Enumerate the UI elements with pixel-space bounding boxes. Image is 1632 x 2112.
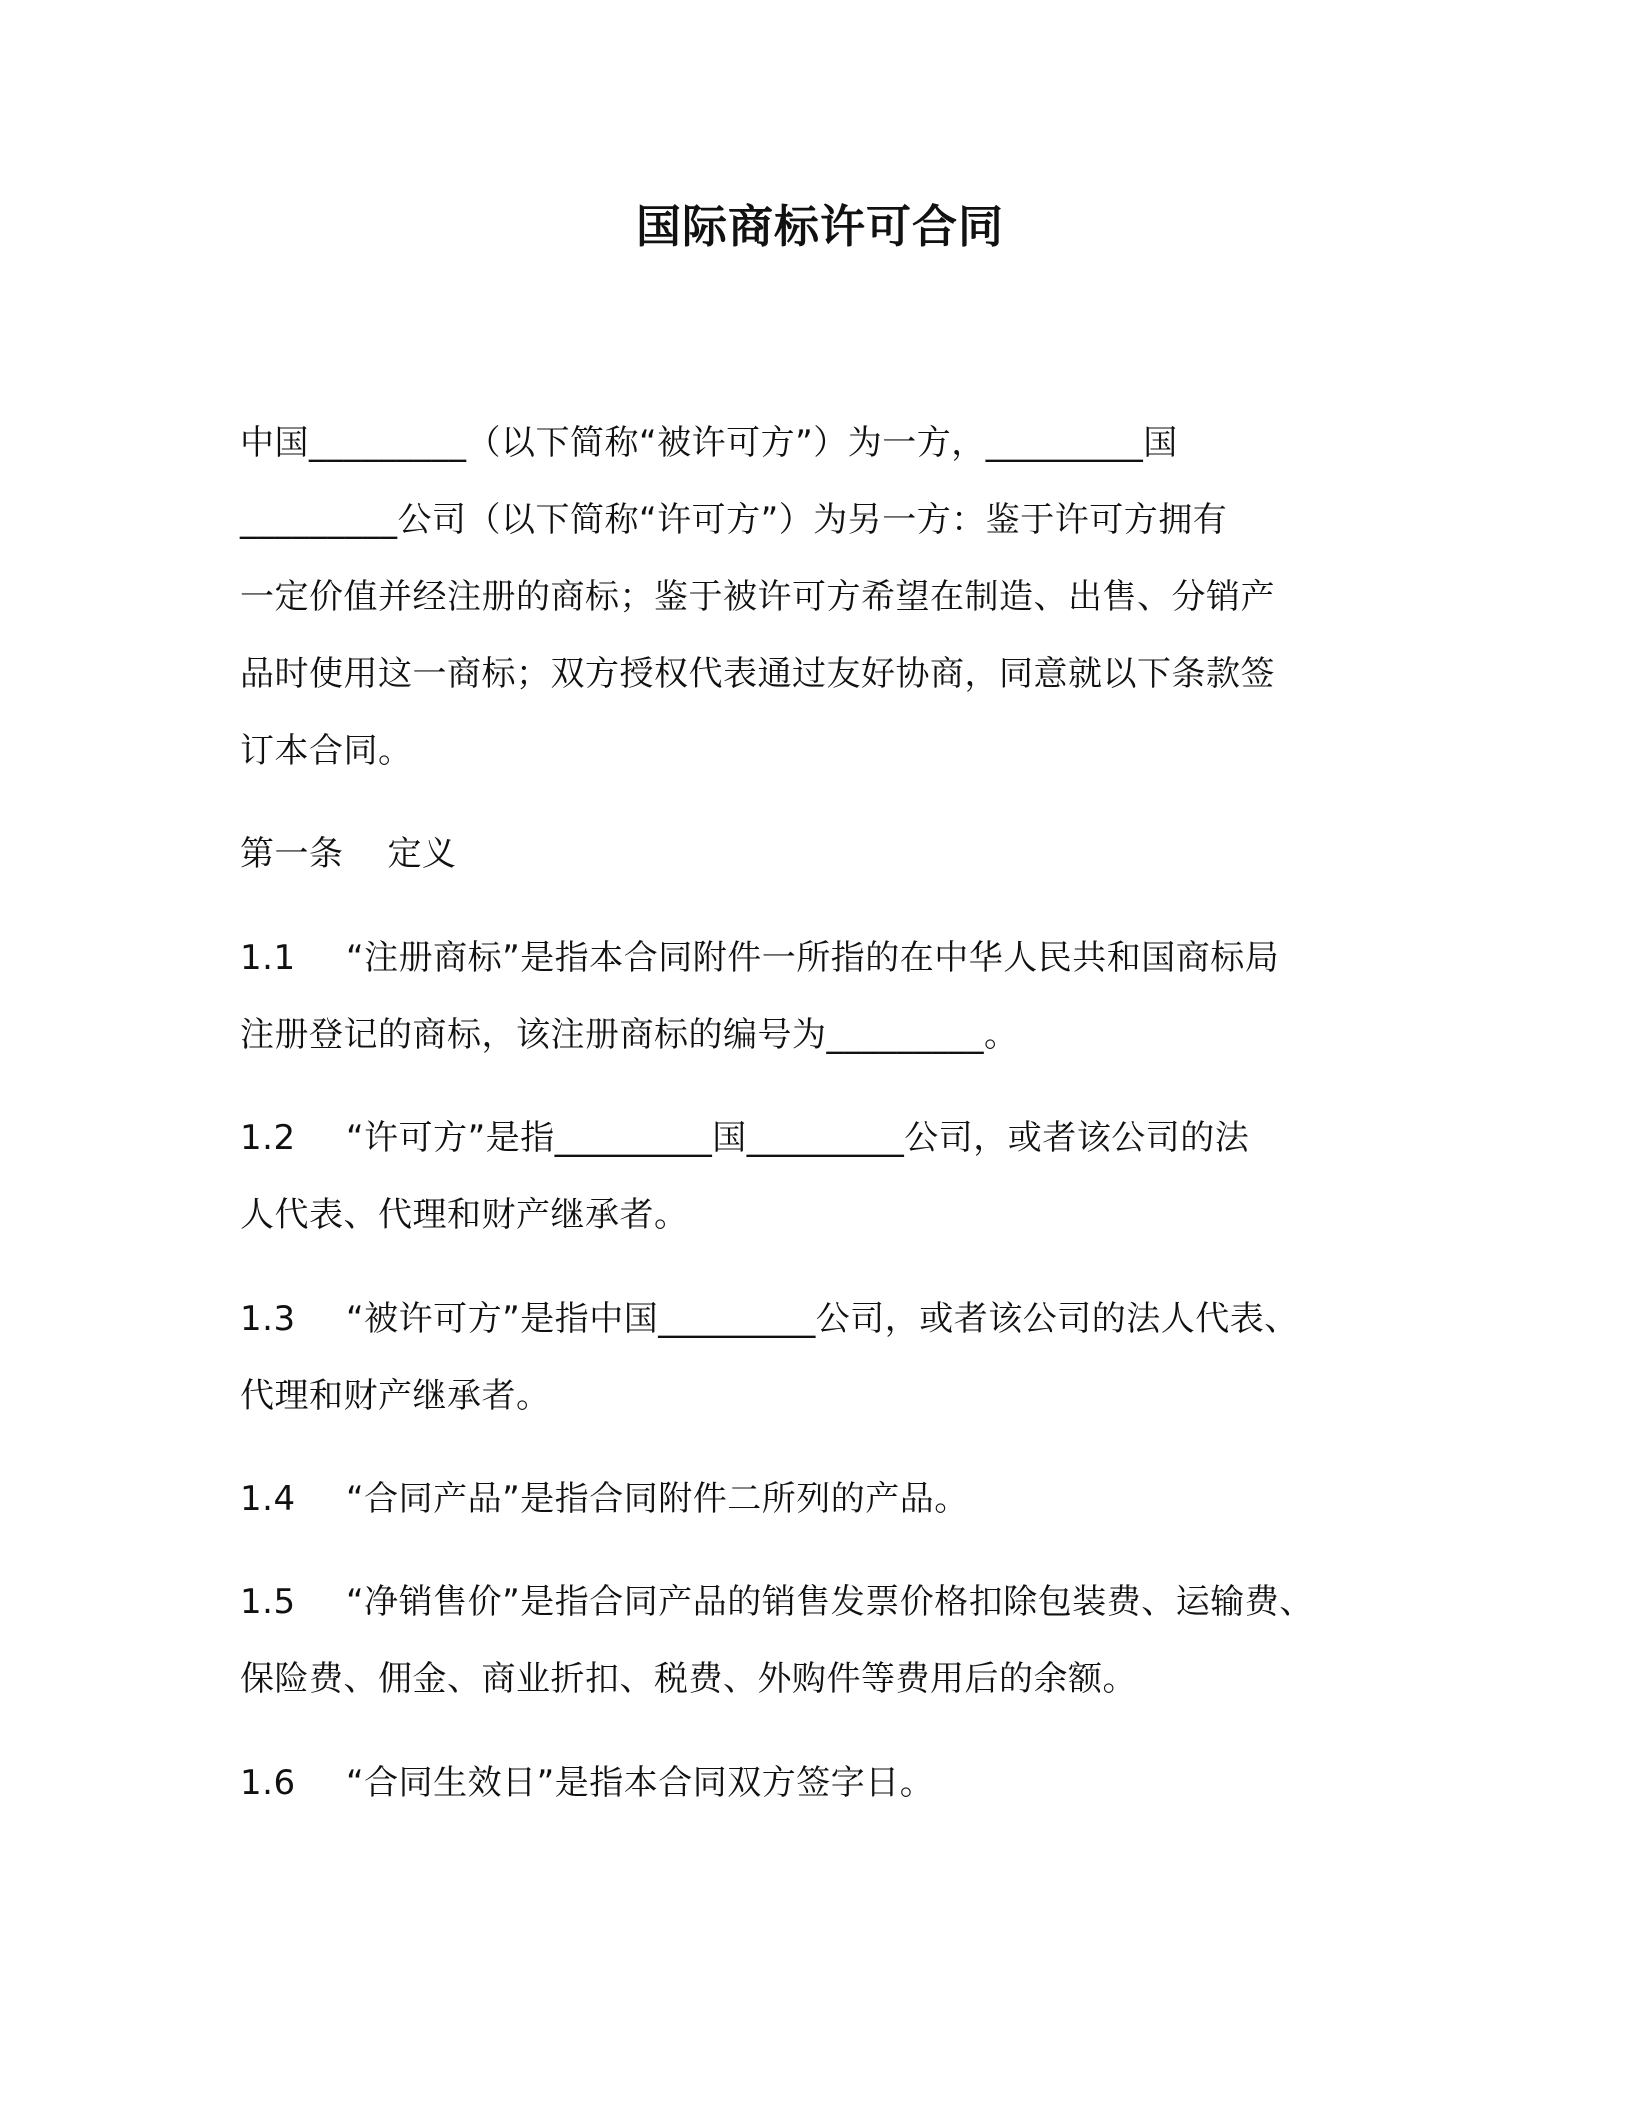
preamble-line: 一定价值并经注册的商标；鉴于被许可方希望在制造、出售、分销产 — [240, 577, 1275, 617]
clause-text: “合同产品”是指合同附件二所列的产品。 — [346, 1479, 969, 1519]
clause-text: “许可方”是指_________国_________公司，或者该公司的法 — [346, 1118, 1250, 1158]
article-number: 第一条 — [240, 834, 344, 874]
article-title: 定义 — [387, 834, 457, 874]
clause-text: 人代表、代理和财产继承者。 — [240, 1195, 689, 1235]
clause-number: 1.2 — [240, 1118, 296, 1158]
clause-text: “合同生效日”是指本合同双方签字日。 — [346, 1763, 935, 1803]
clause-text: “净销售价”是指合同产品的销售发票价格扣除包装费、运输费、 — [346, 1582, 1314, 1622]
clause-text: 代理和财产继承者。 — [240, 1376, 551, 1416]
clause-text: “被许可方”是指中国_________公司，或者该公司的法人代表、 — [346, 1299, 1299, 1339]
clause-number: 1.3 — [240, 1299, 296, 1339]
preamble-line: 中国_________（以下简称“被许可方”）为一方，_________国 — [240, 423, 1178, 463]
preamble-line: 品时使用这一商标；双方授权代表通过友好协商，同意就以下条款签 — [240, 654, 1275, 694]
clause-text: “注册商标”是指本合同附件一所指的在中华人民共和国商标局 — [346, 938, 1280, 978]
preamble-line: 订本合同。 — [240, 731, 413, 771]
document-title: 国际商标许可合同 — [635, 200, 1004, 253]
clause-number: 1.1 — [240, 938, 296, 978]
clause-text: 保险费、佣金、商业折扣、税费、外购件等费用后的余额。 — [240, 1659, 1137, 1699]
clause-text: 注册登记的商标，该注册商标的编号为_________。 — [240, 1015, 1019, 1055]
preamble-line: _________公司（以下简称“许可方”）为另一方：鉴于许可方拥有 — [240, 500, 1228, 540]
clause-number: 1.5 — [240, 1582, 296, 1622]
article-heading — [240, 829, 457, 879]
clause-number: 1.4 — [240, 1479, 296, 1519]
clause-number: 1.6 — [240, 1763, 296, 1803]
